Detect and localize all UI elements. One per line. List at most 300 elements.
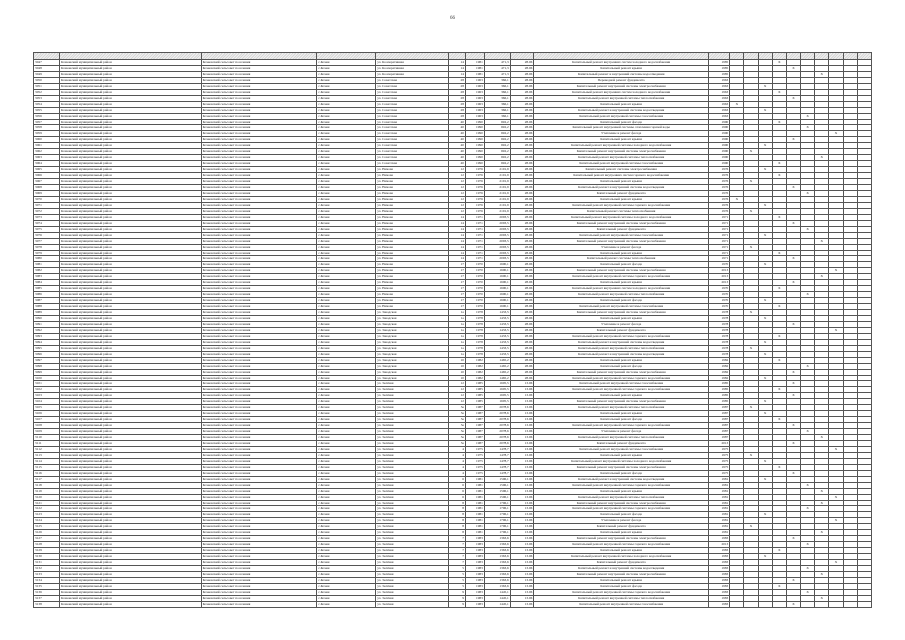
table-cell: Кочковский сельсовет поселения bbox=[201, 143, 317, 149]
table-cell: 12 bbox=[449, 399, 466, 405]
table-cell: 1983 bbox=[465, 536, 484, 542]
mark-cell: X bbox=[815, 71, 829, 77]
table-cell: 28.06 bbox=[510, 65, 534, 71]
table-cell: 1983 bbox=[465, 548, 484, 554]
table-cell: 1963 bbox=[465, 113, 484, 119]
table-cell: Кочковский муниципальный район bbox=[59, 298, 201, 304]
mark-cell: X bbox=[786, 137, 800, 143]
table-cell: Кочковский муниципальный район bbox=[59, 315, 201, 321]
table-cell: Капитальный ремонт и внутренней системы водоотведения bbox=[534, 351, 709, 357]
table-cell: 1983 bbox=[709, 536, 730, 542]
table-cell: Кочковский муниципальный район bbox=[59, 149, 201, 155]
table-cell: 14 bbox=[449, 250, 466, 256]
table-cell: ул. Немова bbox=[376, 196, 449, 202]
mark-cell: X bbox=[801, 542, 815, 548]
table-cell: Капитальный ремонт внутренней системы газоснабжения bbox=[534, 161, 709, 167]
table-cell: Кочковский сельсовет поселения bbox=[201, 250, 317, 256]
table-cell: 3105 bbox=[34, 405, 60, 411]
table-cell: 1978 bbox=[709, 327, 730, 333]
table-cell: Кочковский муниципальный район bbox=[59, 542, 201, 548]
table-cell: 1а bbox=[449, 333, 466, 339]
table-cell: Капитальный ремонт внутренней системы электроснабжения bbox=[534, 83, 709, 89]
table-cell: 1985 bbox=[465, 393, 484, 399]
table-cell: 5 bbox=[449, 571, 466, 577]
table-cell: с.Кочки bbox=[317, 167, 376, 173]
table-cell: ул. Заводская bbox=[376, 339, 449, 345]
table-cell: 12 bbox=[449, 381, 466, 387]
table-cell: ул. Немова bbox=[376, 268, 449, 274]
table-cell: Кочковский сельсовет поселения bbox=[201, 327, 317, 333]
table-cell: Кочковский муниципальный район bbox=[59, 101, 201, 107]
mark-cell: X bbox=[772, 214, 786, 220]
table-cell: 2013 bbox=[709, 268, 730, 274]
table-cell: 1363,6 bbox=[484, 560, 510, 566]
table-cell: Кочковский сельсовет поселения bbox=[201, 113, 317, 119]
table-cell: Кочковский сельсовет поселения bbox=[201, 381, 317, 387]
table-cell: Кочковский муниципальный район bbox=[59, 131, 201, 137]
table-cell: 1976 bbox=[709, 185, 730, 191]
table-cell: ул. Кооперативная bbox=[376, 60, 449, 66]
table-cell: 1963 bbox=[465, 89, 484, 95]
mark-cell: X bbox=[758, 375, 772, 381]
table-cell: 1976 bbox=[465, 196, 484, 202]
table-cell: 3079 bbox=[34, 250, 60, 256]
table-cell: Капитальный ремонт фасада bbox=[534, 298, 709, 304]
table-cell: 3095 bbox=[34, 345, 60, 351]
table-cell: Кочковский муниципальный район bbox=[59, 196, 201, 202]
table-cell: 3124 bbox=[34, 518, 60, 524]
table-cell: Кочковский сельсовет поселения bbox=[201, 363, 317, 369]
table-cell: 28.06 bbox=[510, 375, 534, 381]
table-cell: 9 bbox=[449, 601, 466, 607]
table-cell: Капитальный ремонт внутренней системы электроснабжения bbox=[534, 536, 709, 542]
table-cell: 1465,2 bbox=[484, 363, 510, 369]
table-cell: 1990 bbox=[709, 125, 730, 131]
table-cell: с.Кочки bbox=[317, 220, 376, 226]
table-cell: ул. Заводская bbox=[376, 315, 449, 321]
table-cell: 28.06 bbox=[510, 71, 534, 77]
table-cell: 1970 bbox=[709, 298, 730, 304]
table-cell: Капитальный ремонт внутренней системы газоснабжения bbox=[534, 446, 709, 452]
table-cell: ул. Зелёная bbox=[376, 577, 449, 583]
mark-cell: X bbox=[744, 345, 758, 351]
header-cell bbox=[510, 53, 534, 60]
table-cell: 1981 bbox=[465, 524, 484, 530]
table-cell: 1600,1 bbox=[484, 274, 510, 280]
table-cell: 3070 bbox=[34, 196, 60, 202]
table-cell: Капитальный ремонт внутренней системы теплоснабжения bbox=[534, 595, 709, 601]
table-cell: 1983 bbox=[465, 560, 484, 566]
table-cell: ул. Советская bbox=[376, 131, 449, 137]
table-cell: Кочковский муниципальный район bbox=[59, 268, 201, 274]
table-cell: 1990 bbox=[709, 131, 730, 137]
table-cell: ул. Зелёная bbox=[376, 399, 449, 405]
table-cell: Кочковский сельсовет поселения bbox=[201, 298, 317, 304]
table-cell: 8 bbox=[449, 524, 466, 530]
mark-cell: X bbox=[758, 143, 772, 149]
table-cell: Капитальный ремонт и внутренней системы водоотведения bbox=[534, 185, 709, 191]
table-cell: 13.06 bbox=[510, 542, 534, 548]
table-cell: 3085 bbox=[34, 286, 60, 292]
table-cell: 28.06 bbox=[510, 363, 534, 369]
mark-cell: X bbox=[758, 339, 772, 345]
mark-cell: X bbox=[815, 238, 829, 244]
table-cell: 1970 bbox=[465, 304, 484, 310]
table-cell: 1706,1 bbox=[484, 506, 510, 512]
mark-cell: X bbox=[801, 190, 815, 196]
table-cell: 692,2 bbox=[484, 131, 510, 137]
table-cell: Капитальный ремонт внутренней системы электроснабжения bbox=[534, 369, 709, 375]
table-cell: ул. Советская bbox=[376, 149, 449, 155]
table-cell: 40 bbox=[449, 143, 466, 149]
mark-cell: X bbox=[786, 65, 800, 71]
table-row bbox=[34, 601, 872, 607]
table-cell: 1596,1 bbox=[484, 482, 510, 488]
table-cell: 3056 bbox=[34, 113, 60, 119]
table-cell: Кочковский сельсовет поселения bbox=[201, 506, 317, 512]
table-cell: 1605,5 bbox=[484, 381, 510, 387]
table-cell: Капитальный ремонт внутренних систем холодного водоснабжения bbox=[534, 60, 709, 66]
table-cell: ул. Советская bbox=[376, 143, 449, 149]
table-cell: 2078,6 bbox=[484, 441, 510, 447]
mark-cell: X bbox=[786, 220, 800, 226]
table-cell: Кочковский муниципальный район bbox=[59, 393, 201, 399]
table-cell: 1963 bbox=[709, 101, 730, 107]
header-cell bbox=[709, 53, 730, 60]
table-cell: ул. Немова bbox=[376, 214, 449, 220]
mark-cell: X bbox=[772, 250, 786, 256]
table-cell: 1976 bbox=[465, 173, 484, 179]
table-cell: 13.06 bbox=[510, 387, 534, 393]
table-cell: 1600,1 bbox=[484, 268, 510, 274]
table-cell: 13.06 bbox=[510, 589, 534, 595]
table-cell: 1706,1 bbox=[484, 512, 510, 518]
table-cell: Кочковский муниципальный район bbox=[59, 292, 201, 298]
table-cell: Кочковский муниципальный район bbox=[59, 345, 201, 351]
table-cell: Капитальный ремонт фасада bbox=[534, 470, 709, 476]
table-cell: 28.06 bbox=[510, 369, 534, 375]
table-cell: 3111 bbox=[34, 441, 60, 447]
table-cell: с.Кочки bbox=[317, 256, 376, 262]
table-cell: 1981 bbox=[465, 494, 484, 500]
table-cell: Кочковский сельсовет поселения bbox=[201, 423, 317, 429]
table-cell: 1971 bbox=[465, 256, 484, 262]
table-cell: с.Кочки bbox=[317, 208, 376, 214]
mark-cell: X bbox=[772, 161, 786, 167]
table-cell: Кочковский сельсовет поселения bbox=[201, 196, 317, 202]
table-cell: 3135 bbox=[34, 583, 60, 589]
table-cell: 1600,1 bbox=[484, 262, 510, 268]
table-cell: ул. Немова bbox=[376, 167, 449, 173]
mark-cell bbox=[829, 601, 843, 607]
mark-cell: X bbox=[758, 351, 772, 357]
table-cell: Кочковский сельсовет поселения bbox=[201, 554, 317, 560]
table-cell: 1971 bbox=[465, 226, 484, 232]
table-cell: ул. Зелёная bbox=[376, 583, 449, 589]
table-cell: с.Кочки bbox=[317, 601, 376, 607]
table-cell: 1978 bbox=[709, 333, 730, 339]
table-cell: Капитальный ремонт крыши bbox=[534, 357, 709, 363]
mark-cell: X bbox=[829, 327, 843, 333]
table-cell: 1971 bbox=[709, 250, 730, 256]
table-cell: Кочковский сельсовет поселения bbox=[201, 560, 317, 566]
table-cell: Кочковский сельсовет поселения bbox=[201, 458, 317, 464]
table-cell: 2013 bbox=[709, 280, 730, 286]
table-cell: ул. Советская bbox=[376, 161, 449, 167]
table-cell: 3048 bbox=[34, 65, 60, 71]
table-cell: 3054 bbox=[34, 101, 60, 107]
table-cell: Переводной ремонт фундамента bbox=[534, 77, 709, 83]
mark-cell bbox=[730, 601, 744, 607]
table-cell: 3061 bbox=[34, 143, 60, 149]
table-cell: 14 bbox=[449, 232, 466, 238]
table-cell: 1981 bbox=[709, 518, 730, 524]
table-cell: Кочковский сельсовет поселения bbox=[201, 244, 317, 250]
table-cell: Кочковский сельсовет поселения bbox=[201, 512, 317, 518]
table-cell: 1985 bbox=[465, 387, 484, 393]
table-cell: с.Кочки bbox=[317, 429, 376, 435]
table-cell: 3а bbox=[449, 405, 466, 411]
table-cell: с.Кочки bbox=[317, 506, 376, 512]
table-cell: с.Кочки bbox=[317, 530, 376, 536]
table-cell: 13.06 bbox=[510, 524, 534, 530]
table-cell: 13.06 bbox=[510, 494, 534, 500]
table-cell: Кочковский муниципальный район bbox=[59, 226, 201, 232]
table-cell: 1971 bbox=[709, 226, 730, 232]
table-cell: 13.06 bbox=[510, 500, 534, 506]
table-cell: Кочковский муниципальный район bbox=[59, 89, 201, 95]
table-cell: с.Кочки bbox=[317, 560, 376, 566]
table-cell: 28.06 bbox=[510, 107, 534, 113]
table-cell: с.Кочки bbox=[317, 190, 376, 196]
table-cell: Капитальный ремонт внутренней системы электроснабжения bbox=[534, 238, 709, 244]
table-cell: 3062 bbox=[34, 149, 60, 155]
table-cell: 1605,5 bbox=[484, 387, 510, 393]
table-cell: Кочковский муниципальный район bbox=[59, 321, 201, 327]
table-cell: 40 bbox=[449, 161, 466, 167]
table-cell: 1990 bbox=[465, 155, 484, 161]
table-cell: Капитальный ремонт крыши bbox=[534, 280, 709, 286]
table-cell: 3117 bbox=[34, 476, 60, 482]
table-cell: 3058 bbox=[34, 125, 60, 131]
table-cell: 1975 bbox=[465, 464, 484, 470]
mark-cell: X bbox=[801, 566, 815, 572]
table-cell: 1970 bbox=[465, 268, 484, 274]
table-cell: 1982 bbox=[709, 357, 730, 363]
table-cell: 1971 bbox=[709, 256, 730, 262]
table-cell: Кочковский муниципальный район bbox=[59, 435, 201, 441]
table-cell: Капитальный ремонт крыши bbox=[534, 452, 709, 458]
table-cell: ул. Немова bbox=[376, 298, 449, 304]
table-cell: ул. Зелёная bbox=[376, 458, 449, 464]
table-cell: 3119 bbox=[34, 488, 60, 494]
table-cell: 1445,1 bbox=[484, 589, 510, 595]
table-cell: 1985 bbox=[709, 387, 730, 393]
table-cell: Кочковский муниципальный район bbox=[59, 185, 201, 191]
mark-cell: X bbox=[786, 381, 800, 387]
table-cell: 2078,6 bbox=[484, 405, 510, 411]
mark-cell: X bbox=[772, 286, 786, 292]
mark-cell: X bbox=[744, 452, 758, 458]
table-cell: 14 bbox=[449, 220, 466, 226]
table-cell: 1478,7 bbox=[484, 458, 510, 464]
table-cell: 2093,5 bbox=[484, 244, 510, 250]
table-cell: 10 bbox=[449, 375, 466, 381]
table-cell: 28 bbox=[449, 113, 466, 119]
table-cell: 1990 bbox=[709, 137, 730, 143]
table-cell: 3091 bbox=[34, 321, 60, 327]
table-cell: 1363,6 bbox=[484, 583, 510, 589]
table-cell: ул. Немова bbox=[376, 256, 449, 262]
table-cell: Кочковский муниципальный район bbox=[59, 173, 201, 179]
table-cell: ул. Зелёная bbox=[376, 554, 449, 560]
table-cell: 1976 bbox=[465, 185, 484, 191]
table-cell: 1975 bbox=[709, 464, 730, 470]
table-cell: 1970 bbox=[709, 292, 730, 298]
table-cell: Капитальный ремонт внутренней системы теплоснабжения bbox=[534, 155, 709, 161]
table-cell: Кочковский сельсовет поселения bbox=[201, 232, 317, 238]
mark-cell: X bbox=[744, 149, 758, 155]
table-cell: 28.06 bbox=[510, 315, 534, 321]
table-cell: 1963 bbox=[465, 83, 484, 89]
table-cell: Капитальный ремонт крыши bbox=[534, 411, 709, 417]
table-cell: 1981 bbox=[465, 512, 484, 518]
table-cell: Капитальный ремонт внутренней системы горячего водоснабжения bbox=[534, 333, 709, 339]
table-cell: с.Кочки bbox=[317, 65, 376, 71]
mark-cell: X bbox=[829, 446, 843, 452]
table-cell: Капитальный ремонт внутренней системы горячего водоснабжения bbox=[534, 387, 709, 393]
table-cell: 1970 bbox=[465, 280, 484, 286]
mark-cell bbox=[744, 601, 758, 607]
table-cell: 28 bbox=[449, 83, 466, 89]
mark-cell: X bbox=[772, 464, 786, 470]
table-cell: Кочковский сельсовет поселения bbox=[201, 351, 317, 357]
table-cell: 40 bbox=[449, 119, 466, 125]
table-cell: Кочковский муниципальный район bbox=[59, 95, 201, 101]
table-cell: 1478,7 bbox=[484, 470, 510, 476]
table-cell: Кочковский сельсовет поселения bbox=[201, 167, 317, 173]
table-cell: ул. Советская bbox=[376, 113, 449, 119]
table-cell: 13.06 bbox=[510, 470, 534, 476]
table-cell: 1983 bbox=[709, 571, 730, 577]
table-cell: Кочковский муниципальный район bbox=[59, 65, 201, 71]
table-cell: Кочковский сельсовет поселения bbox=[201, 387, 317, 393]
table-cell: 1983 bbox=[709, 554, 730, 560]
table-cell: ул. Зелёная bbox=[376, 387, 449, 393]
table-cell: с.Кочки bbox=[317, 494, 376, 500]
table-cell: Капитальный ремонт и внутренней системы водоотведения bbox=[534, 107, 709, 113]
table-cell: 12 bbox=[449, 202, 466, 208]
table-cell: ул. Кооперативная bbox=[376, 65, 449, 71]
table-cell: ул. Заводская bbox=[376, 327, 449, 333]
table-cell: Кочковский сельсовет поселения bbox=[201, 256, 317, 262]
table-cell: с.Кочки bbox=[317, 333, 376, 339]
table-cell: 1963 bbox=[465, 95, 484, 101]
table-cell: 28.06 bbox=[510, 333, 534, 339]
table-cell: 13.06 bbox=[510, 571, 534, 577]
table-cell: 12 bbox=[449, 185, 466, 191]
table-cell: 3136 bbox=[34, 589, 60, 595]
mark-cell: X bbox=[801, 292, 815, 298]
table-cell: с.Кочки bbox=[317, 83, 376, 89]
table-cell: 3108 bbox=[34, 423, 60, 429]
table-cell: 3а bbox=[449, 423, 466, 429]
table-cell: 3073 bbox=[34, 214, 60, 220]
table-cell: 1478,7 bbox=[484, 452, 510, 458]
table-cell: с.Кочки bbox=[317, 71, 376, 77]
mark-cell: X bbox=[730, 196, 744, 202]
table-cell: Кочковский муниципальный район bbox=[59, 411, 201, 417]
table-cell: с.Кочки bbox=[317, 321, 376, 327]
table-cell: 3087 bbox=[34, 298, 60, 304]
table-cell: ул. Заводская bbox=[376, 333, 449, 339]
table-cell: 1433,5 bbox=[484, 345, 510, 351]
table-cell: 1982 bbox=[709, 363, 730, 369]
table-cell: Кочковский муниципальный район bbox=[59, 137, 201, 143]
table-cell: 17 bbox=[449, 262, 466, 268]
table-cell: Кочковский муниципальный район bbox=[59, 333, 201, 339]
table-cell: ул. Зелёная bbox=[376, 381, 449, 387]
table-cell: 1983 bbox=[709, 601, 730, 607]
table-cell: Капитальный ремонт внутренней системы горячего водоснабжения bbox=[534, 589, 709, 595]
table-cell: 1978 bbox=[709, 310, 730, 316]
table-cell: 3100 bbox=[34, 375, 60, 381]
table-cell: Кочковский муниципальный район bbox=[59, 190, 201, 196]
table-cell: 1990 bbox=[465, 119, 484, 125]
table-cell: ул. Зелёная bbox=[376, 500, 449, 506]
table-cell: с.Кочки bbox=[317, 250, 376, 256]
table-cell: 28.06 bbox=[510, 155, 534, 161]
mark-cell: X bbox=[744, 310, 758, 316]
table-cell: Кочковский муниципальный район bbox=[59, 524, 201, 530]
table-cell: Кочковский муниципальный район bbox=[59, 577, 201, 583]
table-cell: 1970 bbox=[465, 262, 484, 268]
table-cell: 1987 bbox=[465, 405, 484, 411]
table-cell: 1990 bbox=[465, 143, 484, 149]
table-cell: 28 bbox=[449, 77, 466, 83]
table-cell: 2093,5 bbox=[484, 256, 510, 262]
table-cell: с.Кочки bbox=[317, 60, 376, 66]
table-cell: 1987 bbox=[465, 423, 484, 429]
table-cell: Кочковский муниципальный район bbox=[59, 494, 201, 500]
mark-cell: X bbox=[772, 357, 786, 363]
table-cell: Кочковский сельсовет поселения bbox=[201, 214, 317, 220]
table-cell: с.Кочки bbox=[317, 554, 376, 560]
table-cell: Капитальный ремонт внутренней системы теплоснабжения bbox=[534, 435, 709, 441]
table-cell: 13.06 bbox=[510, 381, 534, 387]
table-cell: 1990 bbox=[465, 125, 484, 131]
header-cell bbox=[484, 53, 510, 60]
table-cell: Кочковский муниципальный район bbox=[59, 220, 201, 226]
table-cell: 1983 bbox=[709, 577, 730, 583]
table-cell: 1983 bbox=[709, 548, 730, 554]
table-cell: Кочковский сельсовет поселения bbox=[201, 571, 317, 577]
table-cell: Кочковский муниципальный район bbox=[59, 601, 201, 607]
table-cell: Капитальный ремонт фасада bbox=[534, 583, 709, 589]
page-number: 66 bbox=[450, 16, 455, 21]
mark-cell: X bbox=[829, 560, 843, 566]
table-cell: Капитальный ремонт крыши bbox=[534, 488, 709, 494]
header-cell bbox=[801, 53, 815, 60]
table-cell: ул. Зелёная bbox=[376, 595, 449, 601]
table-cell: 13.06 bbox=[510, 399, 534, 405]
table-cell: Кочковский сельсовет поселения bbox=[201, 500, 317, 506]
table-cell: 1433,5 bbox=[484, 333, 510, 339]
table-cell: ул. Зелёная bbox=[376, 488, 449, 494]
table-cell: 1976 bbox=[709, 190, 730, 196]
table-cell: 3107 bbox=[34, 417, 60, 423]
table-cell: с.Кочки bbox=[317, 107, 376, 113]
